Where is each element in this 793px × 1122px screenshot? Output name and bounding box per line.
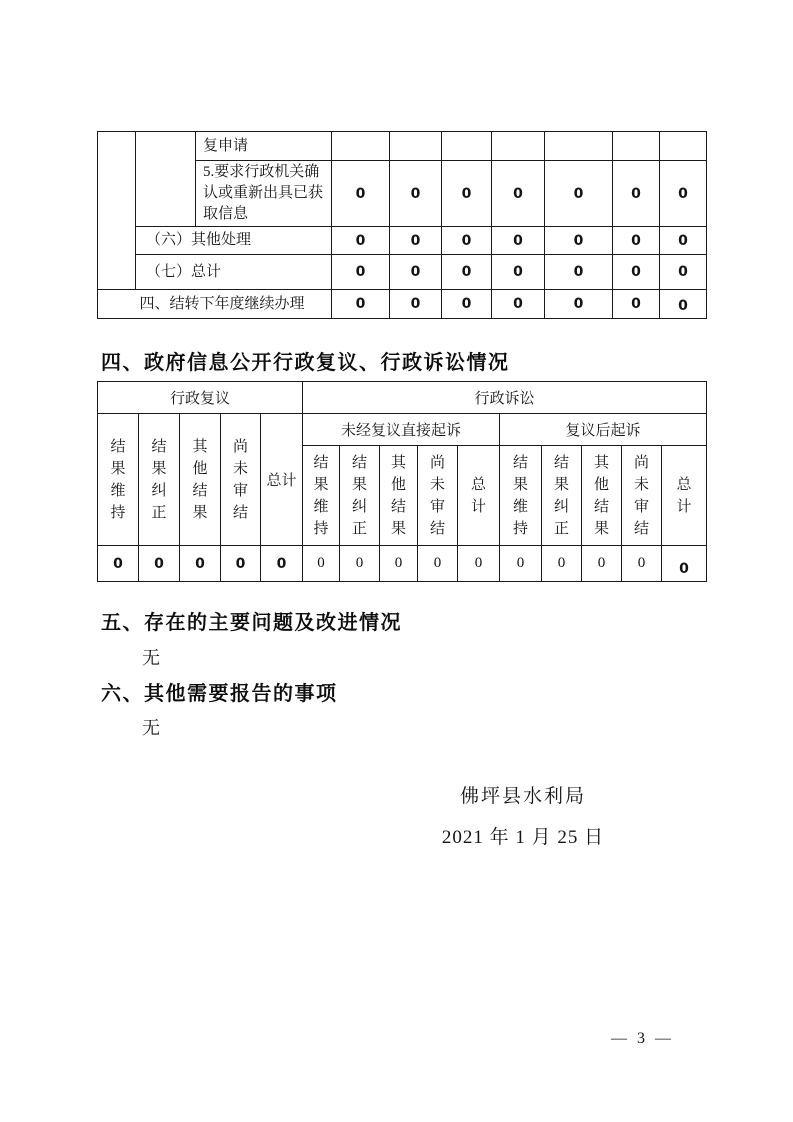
value-cell: 0 <box>492 255 545 290</box>
column-header: 结果维持 <box>98 414 139 546</box>
review-litigation-table <box>97 381 707 582</box>
column-header: 尚未审结 <box>418 446 458 546</box>
signature-date: 2021 年 1 月 25 日 <box>441 827 605 848</box>
column-header: 结果纠正 <box>139 414 180 546</box>
value-cell: 0 <box>390 290 442 319</box>
value-cell: 0 <box>660 227 707 255</box>
value-cell: 0 <box>340 546 380 582</box>
value-cell: 0 <box>492 161 545 227</box>
value-cell: 0 <box>442 161 492 227</box>
subgroup-header-direct: 未经复议直接起诉 <box>303 414 500 446</box>
value-cell: 0 <box>492 227 545 255</box>
table-row <box>98 414 707 446</box>
table-row <box>98 255 707 290</box>
value-cell: 0 <box>442 255 492 290</box>
value-cell: 0 <box>662 546 707 582</box>
subgroup-header-after-review: 复议后起诉 <box>500 414 707 446</box>
table-row <box>98 132 707 161</box>
value-cell: 0 <box>380 546 418 582</box>
spanner-cell <box>98 132 136 290</box>
value-cell: 0 <box>390 227 442 255</box>
value-cell: 0 <box>613 290 660 319</box>
section-5-heading: 五、存在的主要问题及改进情况 <box>101 612 402 634</box>
table-row <box>98 290 707 319</box>
value-cell: 0 <box>660 290 707 319</box>
value-cell: 0 <box>442 290 492 319</box>
page-number: — 3 — <box>611 1030 674 1047</box>
value-cell <box>492 132 545 161</box>
value-cell: 0 <box>613 161 660 227</box>
value-cell: 0 <box>332 161 390 227</box>
value-cell: 0 <box>613 227 660 255</box>
group-header-litigation: 行政诉讼 <box>303 382 707 414</box>
column-header: 其他结果 <box>380 446 418 546</box>
section-6-body: 无 <box>142 718 160 738</box>
column-header: 总计 <box>261 414 303 546</box>
value-cell <box>332 132 390 161</box>
value-cell: 0 <box>332 227 390 255</box>
value-cell: 0 <box>98 546 139 582</box>
value-cell <box>390 132 442 161</box>
signature-organization: 佛坪县水利局 <box>459 786 586 807</box>
value-cell: 0 <box>390 161 442 227</box>
value-cell: 0 <box>221 546 261 582</box>
value-cell: 0 <box>660 255 707 290</box>
value-cell: 0 <box>545 161 613 227</box>
section-5-body: 无 <box>142 648 160 668</box>
value-cell: 0 <box>332 255 390 290</box>
value-cell: 0 <box>418 546 458 582</box>
row-label: 四、结转下年度继续办理 <box>98 290 332 319</box>
row-label: （六）其他处理 <box>136 227 332 255</box>
value-cell: 0 <box>545 255 613 290</box>
section-4-heading: 四、政府信息公开行政复议、行政诉讼情况 <box>101 352 510 374</box>
value-cell: 0 <box>332 290 390 319</box>
section-6-heading: 六、其他需要报告的事项 <box>101 683 338 705</box>
value-cell: 0 <box>180 546 221 582</box>
value-cell: 0 <box>542 546 582 582</box>
column-header: 尚未审结 <box>221 414 261 546</box>
value-cell: 0 <box>492 290 545 319</box>
value-cell <box>442 132 492 161</box>
value-cell: 0 <box>660 161 707 227</box>
value-cell: 0 <box>261 546 303 582</box>
column-header: 结果维持 <box>500 446 542 546</box>
value-cell: 0 <box>613 255 660 290</box>
value-cell <box>660 132 707 161</box>
value-cell: 0 <box>545 227 613 255</box>
row-label: 复申请 <box>196 132 332 161</box>
table-row <box>98 382 707 414</box>
column-header: 结果纠正 <box>542 446 582 546</box>
value-cell: 0 <box>545 290 613 319</box>
spanner-cell <box>136 132 196 227</box>
value-cell: 0 <box>139 546 180 582</box>
group-header-review: 行政复议 <box>98 382 303 414</box>
value-cell: 0 <box>442 227 492 255</box>
column-header: 总计 <box>458 446 500 546</box>
table-row <box>98 546 707 582</box>
row-label: 5.要求行政机关确认或重新出具已获取信息 <box>196 161 332 227</box>
carryover-table <box>97 131 707 319</box>
value-cell <box>613 132 660 161</box>
column-header: 结果纠正 <box>340 446 380 546</box>
column-header: 尚未审结 <box>622 446 662 546</box>
column-header: 结果维持 <box>303 446 340 546</box>
value-cell: 0 <box>458 546 500 582</box>
column-header: 总计 <box>662 446 707 546</box>
value-cell: 0 <box>622 546 662 582</box>
column-header: 其他结果 <box>180 414 221 546</box>
signature-block <box>368 781 678 849</box>
value-cell <box>545 132 613 161</box>
value-cell: 0 <box>390 255 442 290</box>
table-row <box>98 227 707 255</box>
column-header: 其他结果 <box>582 446 622 546</box>
value-cell: 0 <box>500 546 542 582</box>
value-cell: 0 <box>582 546 622 582</box>
value-cell: 0 <box>303 546 340 582</box>
row-label: （七）总计 <box>136 255 332 290</box>
